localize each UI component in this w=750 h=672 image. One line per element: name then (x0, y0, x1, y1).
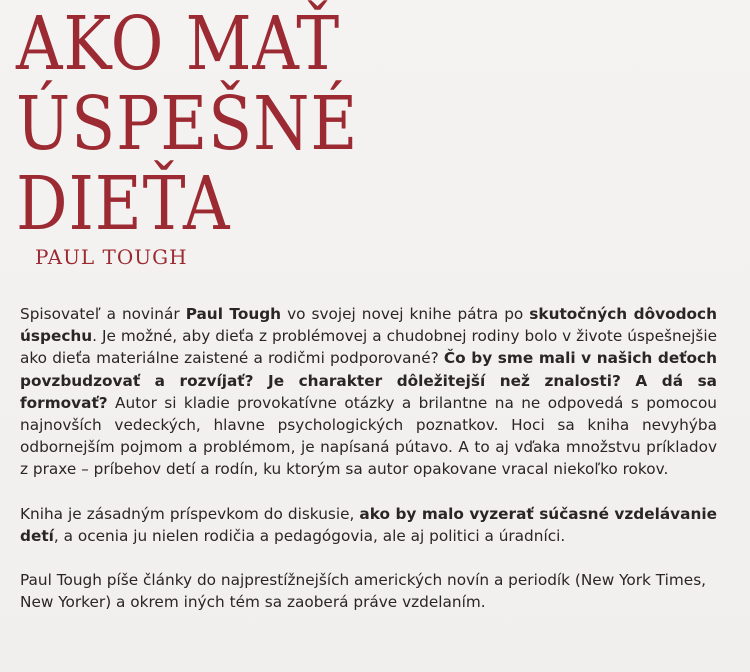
book-description (20, 303, 717, 613)
text-run: Autor si kladie provokatívne otázky a brilantne na ne odpovedá s pomocou najnovších vedeckých, hlavne psychologických poznatkov. Hoci sa kniha nevyhýba odbornejším pojmom a problémom, je napísaná pútavo. A to aj vďaka množstvu príkladov z praxe – príbehov detí a rodín, ku ktorým sa autor opakovane vracal niekoľko rokov. (20, 393, 717, 479)
title-line-2: ÚSPEŠNÉ (16, 81, 359, 167)
book-title (16, 1, 359, 247)
bold-run: ako by malo vyzerať súčasné vzdelávanie detí (20, 504, 717, 545)
author-name: PAUL TOUGH (35, 245, 188, 269)
bold-run: Čo by sme mali v našich deťoch povzbudzovať a rozvíjať? Je charakter dôležitejší než znalosti? A dá sa formovať? (20, 349, 717, 412)
title-line-1: AKO MAŤ (16, 1, 341, 87)
title-line-3: DIEŤA (16, 161, 231, 247)
text-run: Kniha je zásadným príspevkom do diskusie, (20, 504, 360, 523)
text-run: Spisovateľ a novinár (20, 305, 186, 323)
text-run: . Je možné, aby dieťa z problémovej a chudobnej rodiny bolo v živote úspešnejšie ako dieťa materiálne zaistené a rodičmi podporované? (20, 327, 717, 368)
text-run: vo svojej novej knihe pátra po (281, 305, 530, 323)
bold-run: skutočných dôvodoch úspechu (20, 305, 717, 346)
bold-run: Paul Tough (185, 305, 282, 323)
description-paragraph-1 (20, 303, 717, 481)
text-run: , a ocenia ju nielen rodičia a pedagógovia, ale aj politici a úradníci. (53, 526, 566, 545)
text-run: Paul Tough píše články do najprestížnejších amerických novín a periodík (New York Times, New Yorker) a okrem iných tém sa zaoberá práve vzdelaním. (20, 571, 707, 612)
description-paragraph-2 (20, 503, 717, 547)
description-paragraph-3 (20, 569, 717, 613)
